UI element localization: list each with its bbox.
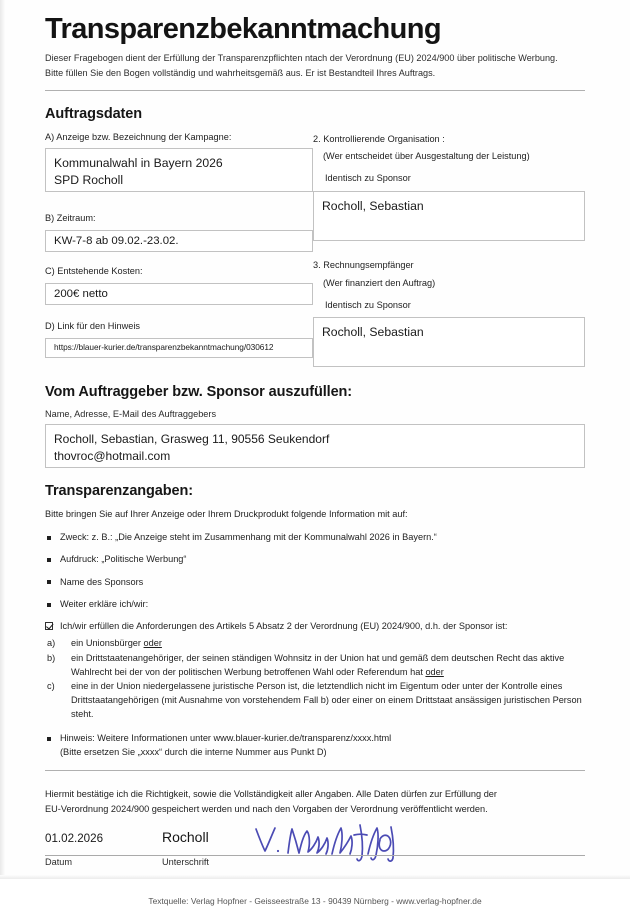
sponsor-note: Name, Adresse, E-Mail des Auftraggebers [45, 409, 217, 420]
bullet-square-icon [47, 558, 51, 562]
hint-line-1: Hinweis: Weitere Informationen unter www.blauer-kurier.de/transparenz/xxxx.html [60, 733, 392, 744]
option-text: eine in der Union niedergelassene juristische Person ist, die letztendlich nicht im Eigentum oder unter der Kontrolle eines Drittstaatangehörigen (mit Ausnahme von vorstehendem Fall b) oder einer on einem Drittstaat ansässigen juristischen Person steht. [71, 681, 582, 720]
spacer-a [45, 194, 313, 212]
list-item [45, 652, 585, 680]
confirmation-line-2: EU-Verordnung 2024/900 gespeichert werden und nach den Vorgaben der Verordnung veröffentlicht werden. [45, 804, 488, 815]
signature-name-value[interactable]: Rocholl [162, 828, 209, 845]
bullet-text: Weiter erkläre ich/wir: [60, 599, 149, 610]
intro-line-1: Dieser Fragebogen dient der Erfüllung der Transparenzpflichten ntach der Verordnung (EU) 2024/900 über politische Werbung. [45, 53, 558, 64]
item-2-sublabel: (Wer entscheidet über Ausgestaltung der Leistung) [323, 151, 530, 162]
item-3-note: Identisch zu Sponsor [325, 299, 411, 310]
option-tail: oder [143, 638, 162, 649]
bullet-square-icon [47, 603, 51, 607]
field-a-value-line-1: Kommunalwahl in Bayern 2026 [54, 156, 223, 171]
footer-source-text: Textquelle: Verlag Hopfner - Geisseestraße 13 - 90439 Nürnberg - www.verlag-hopfner.de [148, 895, 482, 906]
option-tail: oder [425, 666, 444, 677]
item-3-label: 3. Rechnungsempfänger [313, 259, 414, 270]
section-heading-transparenzangaben: Transparenzangaben: [45, 483, 193, 500]
header-divider [45, 90, 585, 91]
field-a-value-line-2: SPD Rocholl [54, 172, 124, 187]
option-text: ein Drittstaatenangehöriger, der seinen ständigen Wohnsitz in der Union hat und gemäß dem deutschen Recht das aktive Wahlrecht bei der von der politischen Werbung betroffenen Wahl oder Referendum hat [71, 652, 565, 677]
bullet-square-icon [47, 536, 51, 540]
field-a-label: A) Anzeige bzw. Bezeichnung der Kampagne: [45, 131, 232, 142]
spacer-r [313, 243, 585, 259]
intro-line-2: Bitte füllen Sie den Bogen vollständig und wahrheitsgemäß aus. Er ist Bestandteil Ihres Auftrags. [45, 67, 436, 78]
list-item [45, 637, 585, 651]
list-item [45, 680, 585, 722]
field-d-input[interactable]: https://blauer-kurier.de/transparenzbekanntmachung/030612 [45, 338, 313, 358]
item-3-sublabel: (Wer finanziert den Auftrag) [323, 277, 436, 288]
field-c-input[interactable]: 200€ netto [45, 283, 313, 305]
signature-underline [45, 855, 585, 856]
sponsor-value-line-1: Rocholl, Sebastian, Grasweg 11, 90556 Seukendorf [54, 432, 330, 447]
confirmation-divider [45, 770, 585, 771]
bullet-text: Name des Sponsors [60, 576, 144, 587]
declaration-options-list [45, 637, 585, 722]
sponsor-input[interactable] [45, 424, 585, 468]
declaration-row[interactable] [45, 620, 585, 634]
signature-caption: Unterschrift [162, 856, 209, 867]
signature-date-caption: Datum [45, 856, 73, 867]
hint-list [45, 732, 585, 760]
transparenz-bullet-list [45, 531, 585, 612]
list-item [45, 531, 585, 545]
option-marker: a) [47, 638, 56, 649]
option-text: ein Unionsbürger [71, 638, 144, 649]
auftragsdaten-columns [45, 131, 585, 370]
intro-paragraph [45, 51, 585, 80]
bullet-text: Zweck: z. B.: „Die Anzeige steht im Zusammenhang mit der Kommunalwahl 2026 in Bayern.“ [60, 532, 437, 543]
hint-line-2: (Bitte ersetzen Sie „xxxx“ durch die interne Nummer aus Punkt D) [60, 747, 327, 758]
item-2-label: 2. Kontrollierende Organisation : [313, 133, 445, 144]
signature-date-value[interactable]: 01.02.2026 [45, 831, 104, 845]
option-marker: c) [47, 681, 55, 692]
auftragsdaten-right-column [313, 131, 585, 370]
field-d-label: D) Link für den Hinweis [45, 320, 140, 331]
item-2-note: Identisch zu Sponsor [325, 173, 411, 184]
field-b-input[interactable]: KW-7-8 ab 09.02.-23.02. [45, 230, 313, 252]
declaration-text: Ich/wir erfüllen die Anforderungen des Artikels 5 Absatz 2 der Verordnung (EU) 2024/900, d.h. der Sponsor ist: [60, 621, 508, 632]
auftragsdaten-left-column [45, 131, 313, 370]
list-item [45, 576, 585, 590]
list-item [45, 732, 585, 760]
field-b-label: B) Zeitraum: [45, 213, 96, 224]
section-heading-auftragsdaten: Auftragsdaten [45, 105, 142, 122]
item-2-input[interactable]: Rocholl, Sebastian [313, 191, 585, 241]
transparenz-lead: Bitte bringen Sie auf Ihrer Anzeige oder Ihrem Druckprodukt folgende Information mit auf: [45, 509, 408, 520]
bullet-square-icon [47, 580, 51, 584]
item-3-input[interactable]: Rocholl, Sebastian [313, 317, 585, 367]
sponsor-value-line-2: thovroc@hotmail.com [54, 448, 171, 463]
spacer-c [45, 307, 313, 320]
bullet-square-icon [47, 737, 51, 741]
bullet-text: Aufdruck: „Politische Werbung“ [60, 554, 187, 565]
confirmation-line-1: Hiermit bestätige ich die Richtigkeit, sowie die Vollständigkeit aller Angaben. Alle Daten dürfen zur Erfüllung der [45, 788, 497, 799]
spacer-b [45, 254, 313, 265]
signature-row [45, 828, 585, 867]
option-marker: b) [47, 652, 56, 663]
page-left-edge-shadow [0, 0, 5, 879]
list-item [45, 553, 585, 567]
checkbox-checked-icon[interactable] [45, 622, 53, 630]
field-c-label: C) Entstehende Kosten: [45, 266, 143, 277]
field-a-input[interactable] [45, 148, 313, 192]
document-content [45, 14, 585, 906]
list-item [45, 598, 585, 612]
confirmation-paragraph [45, 787, 585, 818]
section-heading-sponsor: Vom Auftraggeber bzw. Sponsor auszufüllen: [45, 384, 353, 401]
page-title: Transparenzbekanntmachung [45, 13, 441, 45]
